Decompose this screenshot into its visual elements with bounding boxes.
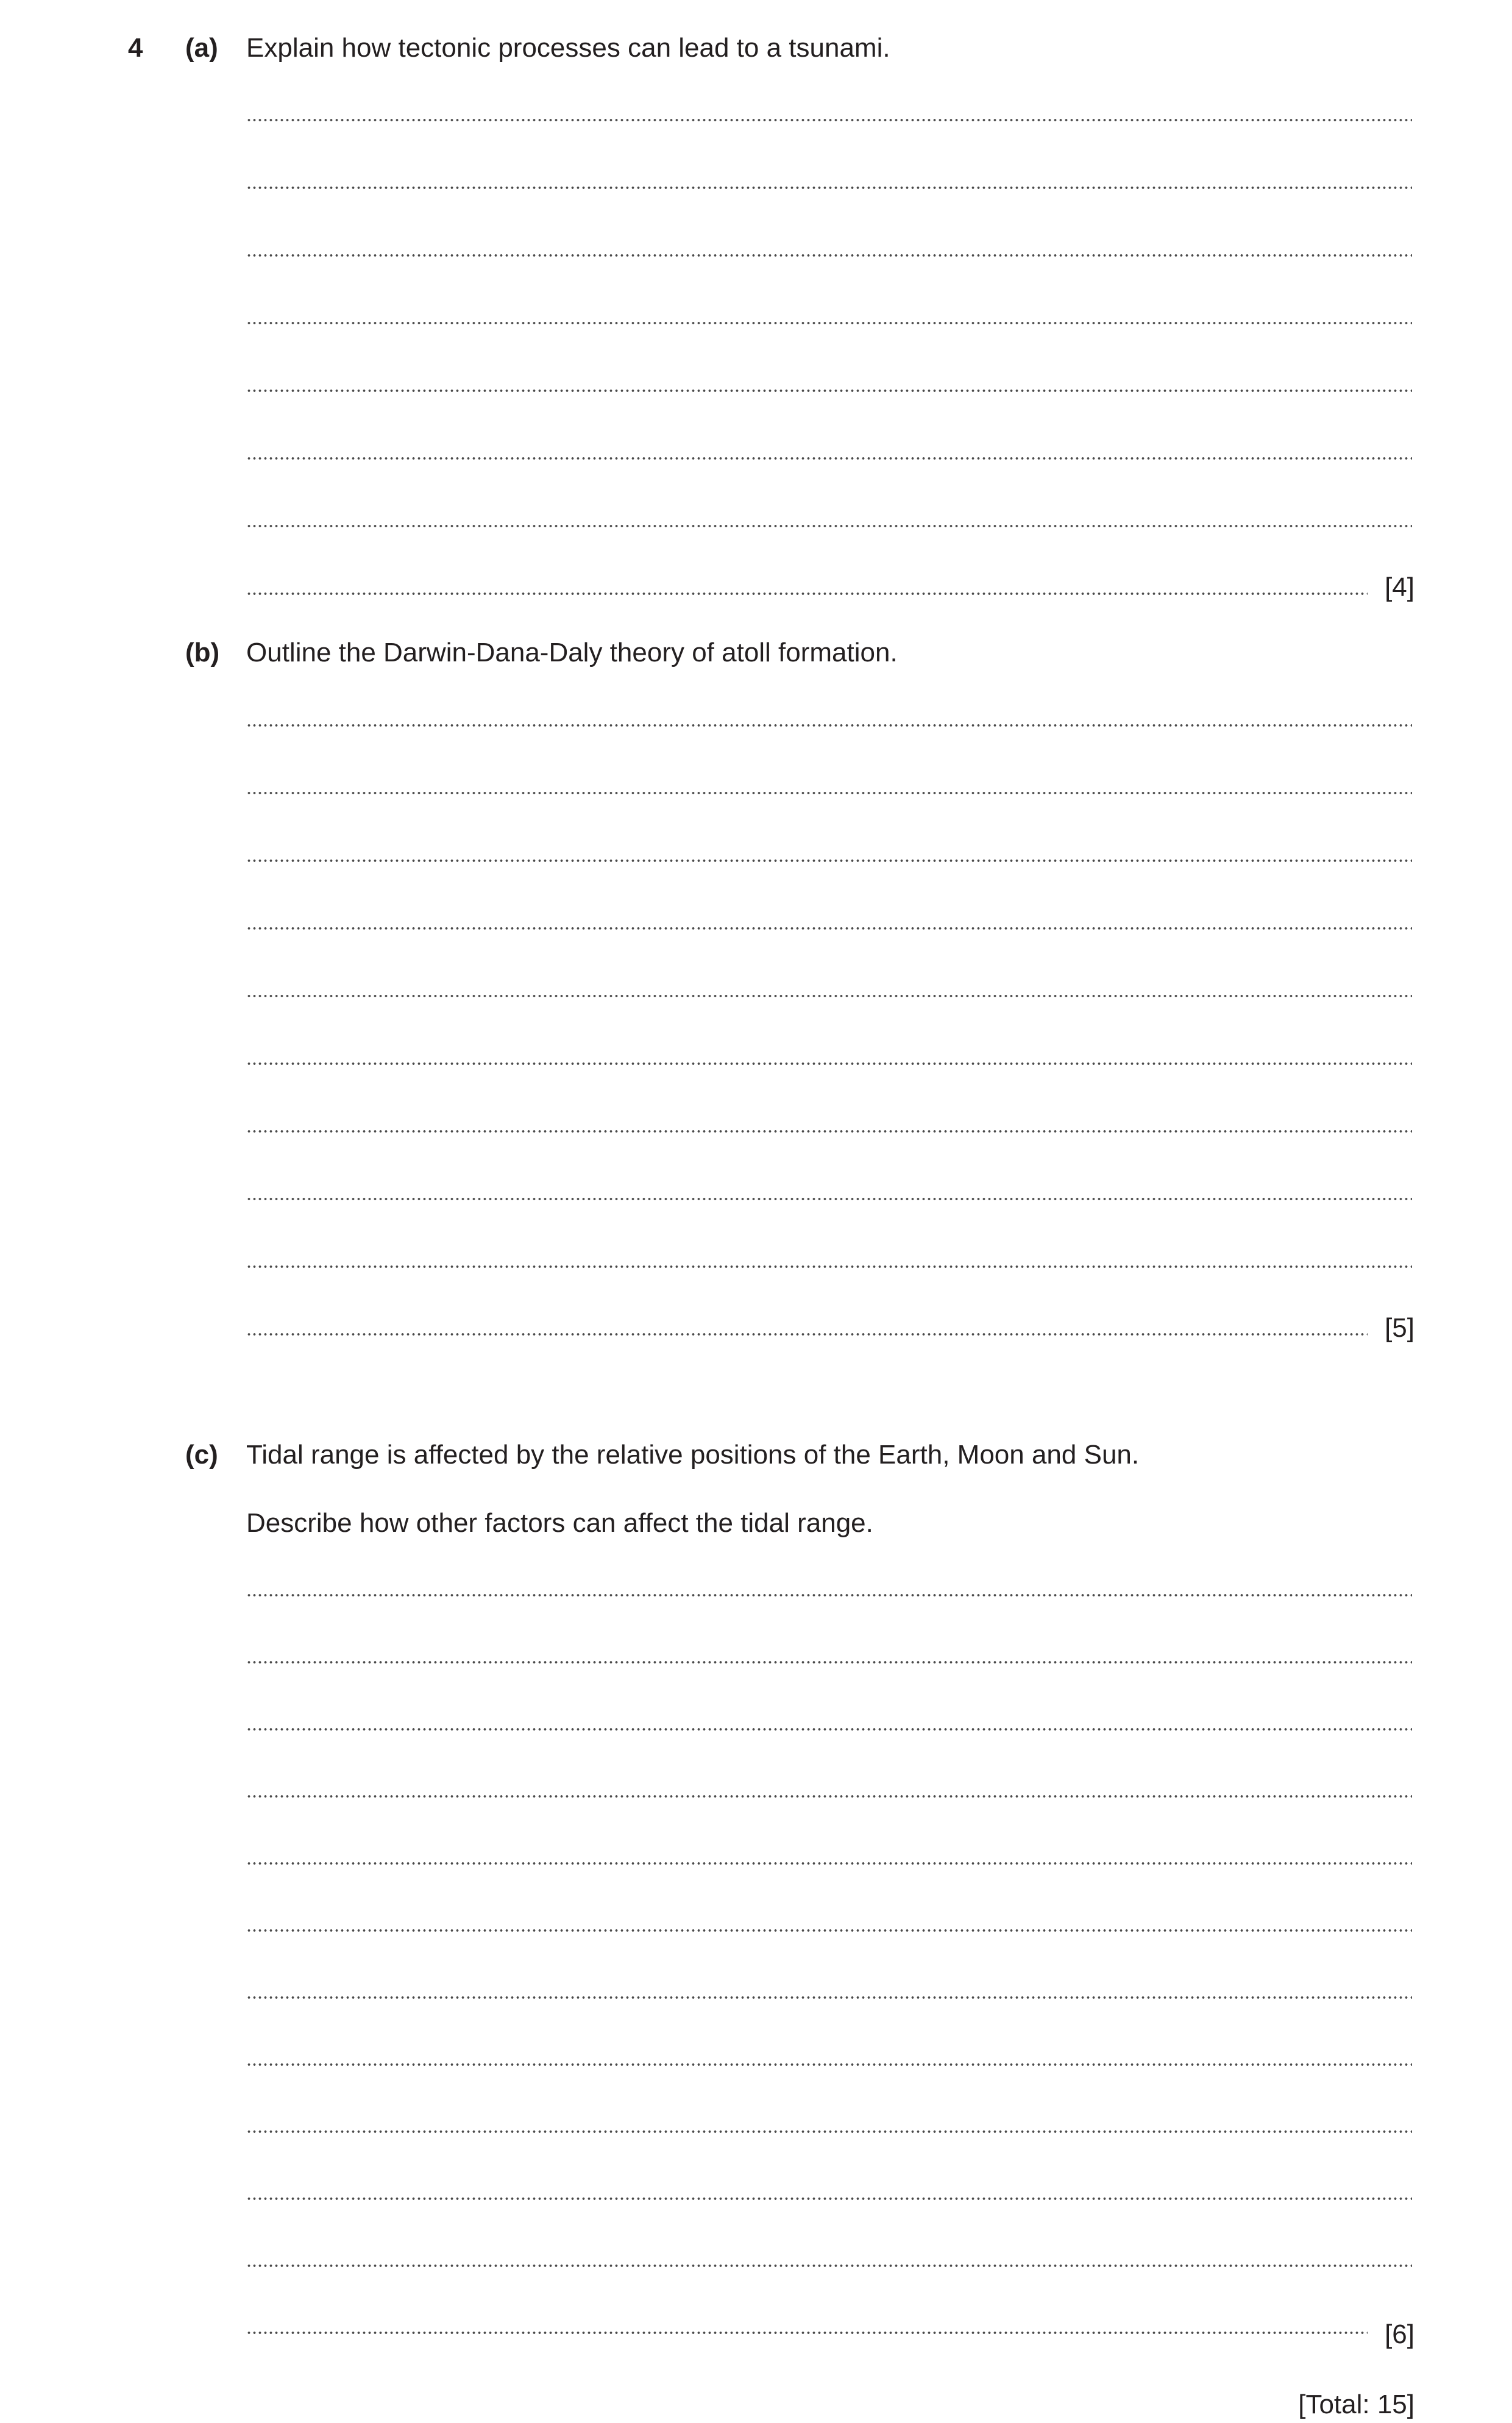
part-b-label: (b) (185, 638, 220, 667)
answer-line[interactable] (246, 1660, 1412, 1664)
answer-line[interactable] (246, 186, 1412, 190)
answer-line[interactable] (246, 2197, 1412, 2201)
answer-line[interactable] (246, 254, 1412, 257)
answer-line[interactable] (246, 2130, 1412, 2133)
answer-line[interactable] (246, 1996, 1412, 1999)
answer-line[interactable] (246, 859, 1412, 863)
part-b-prompt: Outline the Darwin-Dana-Daly theory of atoll formation. (246, 638, 898, 667)
answer-line[interactable] (246, 1727, 1412, 1731)
answer-line[interactable] (246, 1265, 1412, 1268)
answer-line[interactable] (246, 2063, 1412, 2066)
part-b-marks: [5] (1385, 1313, 1414, 1343)
answer-line[interactable] (246, 2264, 1412, 2268)
answer-line[interactable] (246, 2331, 1368, 2335)
part-c-instruction: Describe how other factors can affect the tidal range. (246, 1508, 873, 1538)
answer-line[interactable] (246, 1332, 1368, 1336)
answer-line[interactable] (246, 791, 1412, 795)
answer-line[interactable] (246, 1862, 1412, 1865)
answer-line[interactable] (246, 1062, 1412, 1066)
answer-line[interactable] (246, 389, 1412, 393)
answer-line[interactable] (246, 1197, 1412, 1201)
answer-line[interactable] (246, 592, 1368, 596)
part-a-label: (a) (185, 33, 218, 63)
answer-line[interactable] (246, 1795, 1412, 1798)
part-c-prompt: Tidal range is affected by the relative positions of the Earth, Moon and Sun. (246, 1440, 1140, 1470)
answer-line[interactable] (246, 1130, 1412, 1133)
answer-line[interactable] (246, 724, 1412, 727)
total-marks: [Total: 15] (1298, 2389, 1414, 2419)
answer-line[interactable] (246, 994, 1412, 998)
answer-line[interactable] (246, 118, 1412, 122)
part-c-label: (c) (185, 1440, 218, 1470)
part-c-marks: [6] (1385, 2319, 1414, 2349)
answer-line[interactable] (246, 321, 1412, 325)
answer-line[interactable] (246, 1929, 1412, 1932)
answer-line[interactable] (246, 524, 1412, 528)
answer-line[interactable] (246, 1593, 1412, 1597)
part-a-prompt: Explain how tectonic processes can lead to a tsunami. (246, 33, 890, 63)
answer-line[interactable] (246, 457, 1412, 460)
answer-line[interactable] (246, 927, 1412, 930)
part-a-marks: [4] (1385, 572, 1414, 602)
question-number: 4 (128, 33, 143, 63)
